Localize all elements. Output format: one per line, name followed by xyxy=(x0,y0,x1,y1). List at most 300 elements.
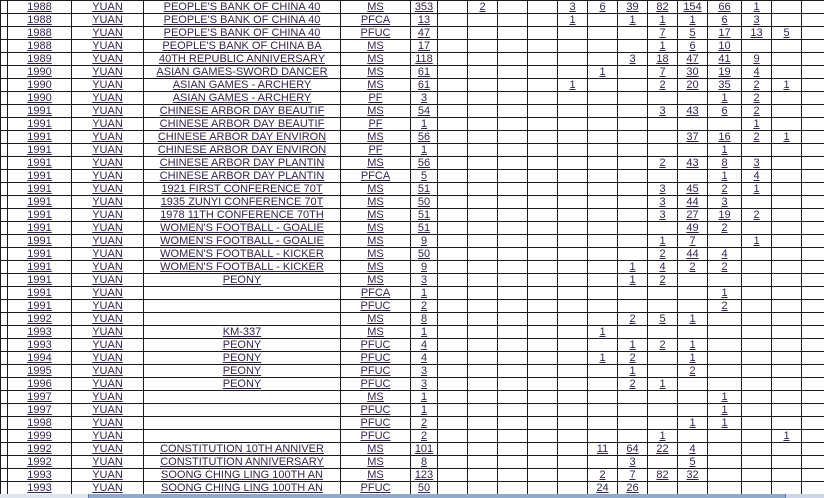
cell-grade-count[interactable]: 1 xyxy=(558,14,588,27)
cell-description[interactable]: ASIAN GAMES - ARCHERY xyxy=(144,92,341,105)
cell-total[interactable]: 17 xyxy=(411,40,438,53)
cell-total[interactable]: 2 xyxy=(411,417,438,430)
cell-grade[interactable]: MS xyxy=(341,157,411,170)
cell-grade-count[interactable]: 2 xyxy=(618,378,648,391)
cell-total[interactable]: 9 xyxy=(411,261,438,274)
cell-denomination[interactable]: YUAN xyxy=(72,209,144,222)
cell-description[interactable]: PEOPLE'S BANK OF CHINA 40 xyxy=(144,14,341,27)
cell-description[interactable]: CHINESE ARBOR DAY BEAUTIF xyxy=(144,105,341,118)
cell-grade[interactable]: PF xyxy=(341,92,411,105)
cell-grade-count[interactable]: 3 xyxy=(742,157,772,170)
cell-total[interactable]: 50 xyxy=(411,482,438,495)
cell-year[interactable]: 1991 xyxy=(8,183,72,196)
cell-denomination[interactable]: YUAN xyxy=(72,14,144,27)
cell-grade[interactable]: MS xyxy=(341,183,411,196)
cell-grade-count[interactable]: 2 xyxy=(618,313,648,326)
cell-total[interactable]: 123 xyxy=(411,469,438,482)
cell-grade-count[interactable]: 7 xyxy=(618,469,648,482)
cell-grade-count[interactable]: 5 xyxy=(648,313,678,326)
cell-year[interactable]: 1993 xyxy=(8,469,72,482)
cell-grade[interactable]: MS xyxy=(341,235,411,248)
cell-grade-count[interactable]: 2 xyxy=(648,339,678,352)
cell-description[interactable]: PEOPLE'S BANK OF CHINA BA xyxy=(144,40,341,53)
cell-grade-count[interactable]: 2 xyxy=(648,79,678,92)
cell-grade-count[interactable]: 5 xyxy=(772,27,802,40)
cell-total[interactable]: 61 xyxy=(411,79,438,92)
cell-description[interactable]: PEONY xyxy=(144,378,341,391)
cell-year[interactable]: 1988 xyxy=(8,14,72,27)
cell-grade-count[interactable]: 1 xyxy=(618,339,648,352)
cell-total[interactable]: 1 xyxy=(411,391,438,404)
cell-description[interactable]: PEOPLE'S BANK OF CHINA 40 xyxy=(144,1,341,14)
cell-year[interactable]: 1992 xyxy=(8,443,72,456)
cell-year[interactable]: 1997 xyxy=(8,391,72,404)
cell-description[interactable]: CHINESE ARBOR DAY PLANTIN xyxy=(144,157,341,170)
cell-grade[interactable]: MS xyxy=(341,248,411,261)
cell-grade[interactable]: PFUC xyxy=(341,339,411,352)
cell-denomination[interactable]: YUAN xyxy=(72,391,144,404)
cell-grade-count[interactable]: 1 xyxy=(618,14,648,27)
cell-total[interactable]: 8 xyxy=(411,456,438,469)
cell-grade-count[interactable]: 11 xyxy=(588,443,618,456)
cell-grade-count[interactable]: 2 xyxy=(648,248,678,261)
cell-total[interactable]: 5 xyxy=(411,170,438,183)
cell-grade-count[interactable]: 20 xyxy=(678,79,708,92)
cell-grade-count[interactable]: 2 xyxy=(708,300,742,313)
cell-denomination[interactable]: YUAN xyxy=(72,53,144,66)
cell-grade-count[interactable]: 2 xyxy=(742,131,772,144)
cell-grade[interactable]: PFCA xyxy=(341,170,411,183)
cell-grade[interactable]: MS xyxy=(341,131,411,144)
cell-year[interactable]: 1991 xyxy=(8,105,72,118)
cell-grade-count[interactable]: 2 xyxy=(742,79,772,92)
cell-grade-count[interactable]: 1 xyxy=(618,365,648,378)
cell-grade-count[interactable]: 1 xyxy=(708,404,742,417)
cell-grade-count[interactable]: 1 xyxy=(648,40,678,53)
cell-grade[interactable]: PFUC xyxy=(341,365,411,378)
cell-grade[interactable]: PFUC xyxy=(341,378,411,391)
cell-grade-count[interactable]: 3 xyxy=(648,196,678,209)
cell-grade-count[interactable]: 1 xyxy=(588,66,618,79)
cell-grade-count[interactable]: 1 xyxy=(678,352,708,365)
cell-grade-count[interactable]: 2 xyxy=(742,92,772,105)
cell-denomination[interactable]: YUAN xyxy=(72,417,144,430)
cell-total[interactable]: 8 xyxy=(411,313,438,326)
cell-grade-count[interactable]: 44 xyxy=(678,196,708,209)
cell-grade-count[interactable]: 2 xyxy=(648,274,678,287)
cell-denomination[interactable]: YUAN xyxy=(72,339,144,352)
cell-description[interactable]: KM-337 xyxy=(144,326,341,339)
cell-year[interactable]: 1991 xyxy=(8,261,72,274)
cell-denomination[interactable]: YUAN xyxy=(72,196,144,209)
cell-year[interactable]: 1997 xyxy=(8,404,72,417)
cell-grade-count[interactable]: 2 xyxy=(708,183,742,196)
cell-year[interactable]: 1998 xyxy=(8,417,72,430)
cell-grade[interactable]: PFUC xyxy=(341,27,411,40)
cell-grade-count[interactable]: 3 xyxy=(648,209,678,222)
cell-grade[interactable]: MS xyxy=(341,443,411,456)
cell-denomination[interactable]: YUAN xyxy=(72,469,144,482)
cell-grade-count[interactable]: 19 xyxy=(708,66,742,79)
cell-denomination[interactable]: YUAN xyxy=(72,27,144,40)
cell-year[interactable]: 1991 xyxy=(8,248,72,261)
cell-description[interactable]: 40TH REPUBLIC ANNIVERSARY xyxy=(144,53,341,66)
cell-description[interactable]: WOMEN'S FOOTBALL - KICKER xyxy=(144,261,341,274)
cell-total[interactable]: 1 xyxy=(411,326,438,339)
cell-total[interactable]: 56 xyxy=(411,157,438,170)
cell-grade-count[interactable]: 49 xyxy=(678,222,708,235)
cell-grade-count[interactable]: 4 xyxy=(708,248,742,261)
cell-grade-count xyxy=(558,482,588,495)
cell-denomination[interactable]: YUAN xyxy=(72,482,144,495)
cell-denomination[interactable]: YUAN xyxy=(72,300,144,313)
cell-grade[interactable]: MS xyxy=(341,196,411,209)
cell-grade-count[interactable]: 2 xyxy=(678,365,708,378)
cell-grade[interactable]: MS xyxy=(341,391,411,404)
cell-description[interactable]: CHINESE ARBOR DAY BEAUTIF xyxy=(144,118,341,131)
cell-description[interactable]: ASIAN GAMES - ARCHERY xyxy=(144,79,341,92)
cell-grade-count[interactable]: 9 xyxy=(742,53,772,66)
cell-grade-count[interactable]: 4 xyxy=(742,170,772,183)
cell-total[interactable]: 51 xyxy=(411,209,438,222)
cell-grade-count[interactable]: 1 xyxy=(708,417,742,430)
cell-grade-count[interactable]: 2 xyxy=(742,105,772,118)
cell-grade[interactable]: MS xyxy=(341,66,411,79)
cell-total[interactable]: 1 xyxy=(411,287,438,300)
cell-year[interactable]: 1993 xyxy=(8,326,72,339)
cell-grade-count[interactable]: 43 xyxy=(678,105,708,118)
cell-year[interactable]: 1990 xyxy=(8,79,72,92)
cell-description[interactable]: CONSTITUTION 10TH ANNIVER xyxy=(144,443,341,456)
cell-grade-count[interactable]: 1 xyxy=(588,326,618,339)
cell-total[interactable]: 13 xyxy=(411,14,438,27)
cell-grade-count[interactable]: 3 xyxy=(742,14,772,27)
cell-total[interactable]: 4 xyxy=(411,352,438,365)
cell-year[interactable]: 1993 xyxy=(8,339,72,352)
cell-grade-count[interactable]: 1 xyxy=(648,378,678,391)
cell-description[interactable]: CHINESE ARBOR DAY ENVIRON xyxy=(144,144,341,157)
cell-grade-count[interactable]: 1 xyxy=(742,118,772,131)
cell-denomination[interactable]: YUAN xyxy=(72,261,144,274)
cell-grade-count[interactable]: 1 xyxy=(772,430,802,443)
cell-grade-count[interactable]: 37 xyxy=(678,131,708,144)
cell-year[interactable]: 1992 xyxy=(8,456,72,469)
cell-year[interactable]: 1993 xyxy=(8,482,72,495)
cell-grade[interactable]: MS xyxy=(341,274,411,287)
cell-denomination[interactable]: YUAN xyxy=(72,443,144,456)
cell-description[interactable]: ASIAN GAMES-SWORD DANCER xyxy=(144,66,341,79)
cell-year[interactable]: 1988 xyxy=(8,27,72,40)
cell-year[interactable]: 1991 xyxy=(8,235,72,248)
cell-grade-count[interactable]: 82 xyxy=(648,469,678,482)
cell-grade-count[interactable]: 82 xyxy=(648,1,678,14)
cell-total[interactable]: 50 xyxy=(411,196,438,209)
cell-grade-count[interactable]: 1 xyxy=(618,274,648,287)
cell-denomination[interactable]: YUAN xyxy=(72,79,144,92)
cell-total[interactable]: 353 xyxy=(411,1,438,14)
cell-grade[interactable]: PFCA xyxy=(341,14,411,27)
cell-grade-count[interactable]: 1 xyxy=(678,313,708,326)
cell-year[interactable]: 1991 xyxy=(8,209,72,222)
cell-description[interactable]: CHINESE ARBOR DAY ENVIRON xyxy=(144,131,341,144)
cell-description[interactable]: CONSTITUTION ANNIVERSARY xyxy=(144,456,341,469)
cell-total[interactable]: 9 xyxy=(411,235,438,248)
cell-denomination[interactable]: YUAN xyxy=(72,287,144,300)
cell-denomination[interactable]: YUAN xyxy=(72,404,144,417)
cell-grade-count[interactable]: 3 xyxy=(648,105,678,118)
cell-grade-count[interactable]: 1 xyxy=(772,79,802,92)
cell-total[interactable]: 3 xyxy=(411,378,438,391)
cell-grade-count[interactable]: 1 xyxy=(742,183,772,196)
cell-year[interactable]: 1990 xyxy=(8,66,72,79)
cell-grade-count[interactable]: 1 xyxy=(708,287,742,300)
cell-grade-count[interactable]: 26 xyxy=(618,482,648,495)
cell-denomination[interactable]: YUAN xyxy=(72,170,144,183)
cell-grade[interactable]: MS xyxy=(341,261,411,274)
cell-grade-count[interactable]: 4 xyxy=(742,66,772,79)
cell-grade-count[interactable]: 3 xyxy=(618,53,648,66)
cell-total[interactable]: 54 xyxy=(411,105,438,118)
cell-grade-count[interactable]: 2 xyxy=(708,222,742,235)
cell-denomination[interactable]: YUAN xyxy=(72,131,144,144)
cell-year[interactable]: 1991 xyxy=(8,144,72,157)
cell-description[interactable]: PEONY xyxy=(144,352,341,365)
cell-year[interactable]: 1991 xyxy=(8,274,72,287)
cell-grade-count[interactable]: 17 xyxy=(708,27,742,40)
cell-grade-count[interactable]: 41 xyxy=(708,53,742,66)
cell-year[interactable]: 1996 xyxy=(8,378,72,391)
cell-grade-count[interactable]: 1 xyxy=(742,1,772,14)
cell-year[interactable]: 1989 xyxy=(8,53,72,66)
cell-grade-count[interactable]: 1 xyxy=(708,170,742,183)
cell-year[interactable]: 1991 xyxy=(8,170,72,183)
cell-denomination[interactable]: YUAN xyxy=(72,183,144,196)
cell-total[interactable]: 3 xyxy=(411,365,438,378)
cell-total[interactable]: 50 xyxy=(411,248,438,261)
cell-grade-count[interactable]: 22 xyxy=(648,443,678,456)
cell-grade[interactable]: MS xyxy=(341,209,411,222)
cell-year[interactable]: 1991 xyxy=(8,300,72,313)
cell-grade[interactable]: MS xyxy=(341,40,411,53)
cell-denomination[interactable]: YUAN xyxy=(72,378,144,391)
cell-grade-count[interactable]: 1 xyxy=(648,430,678,443)
cell-grade[interactable]: MS xyxy=(341,1,411,14)
cell-grade-count[interactable]: 27 xyxy=(678,209,708,222)
cell-grade-count[interactable]: 1 xyxy=(772,131,802,144)
cell-grade-count[interactable]: 2 xyxy=(678,261,708,274)
cell-denomination[interactable]: YUAN xyxy=(72,248,144,261)
cell-year[interactable]: 1991 xyxy=(8,118,72,131)
cell-denomination[interactable]: YUAN xyxy=(72,66,144,79)
cell-grade-count[interactable]: 3 xyxy=(708,196,742,209)
cell-grade-count[interactable]: 32 xyxy=(678,469,708,482)
cell-grade-count[interactable]: 7 xyxy=(678,235,708,248)
cell-grade-count[interactable]: 10 xyxy=(708,40,742,53)
cell-description[interactable]: 1978 11TH CONFERENCE 70TH xyxy=(144,209,341,222)
cell-grade[interactable]: MS xyxy=(341,222,411,235)
cell-grade[interactable]: MS xyxy=(341,456,411,469)
cell-grade[interactable]: MS xyxy=(341,469,411,482)
cell-denomination[interactable]: YUAN xyxy=(72,105,144,118)
cell-description[interactable]: CHINESE ARBOR DAY PLANTIN xyxy=(144,170,341,183)
cell-total[interactable]: 1 xyxy=(411,144,438,157)
cell-grade-count[interactable]: 1 xyxy=(678,14,708,27)
cell-grade[interactable]: PFCA xyxy=(341,287,411,300)
cell-grade-count[interactable]: 7 xyxy=(648,27,678,40)
cell-grade-count[interactable]: 5 xyxy=(678,456,708,469)
cell-denomination[interactable]: YUAN xyxy=(72,274,144,287)
cell-year[interactable]: 1988 xyxy=(8,40,72,53)
cell-year[interactable]: 1992 xyxy=(8,313,72,326)
cell-grade-count[interactable]: 66 xyxy=(708,1,742,14)
cell-grade-count[interactable]: 2 xyxy=(742,209,772,222)
cell-total[interactable]: 4 xyxy=(411,339,438,352)
cell-denomination[interactable]: YUAN xyxy=(72,40,144,53)
cell-grade-count[interactable]: 3 xyxy=(648,183,678,196)
cell-grade[interactable]: MS xyxy=(341,105,411,118)
cell-denomination[interactable]: YUAN xyxy=(72,1,144,14)
cell-grade-count[interactable]: 6 xyxy=(708,105,742,118)
cell-denomination[interactable]: YUAN xyxy=(72,365,144,378)
cell-grade-count[interactable]: 16 xyxy=(708,131,742,144)
cell-grade-count[interactable]: 1 xyxy=(708,391,742,404)
cell-grade[interactable]: MS xyxy=(341,79,411,92)
cell-total[interactable]: 101 xyxy=(411,443,438,456)
cell-year[interactable]: 1991 xyxy=(8,196,72,209)
cell-year[interactable]: 1994 xyxy=(8,352,72,365)
cell-year[interactable]: 1988 xyxy=(8,1,72,14)
cell-total[interactable]: 3 xyxy=(411,92,438,105)
cell-denomination[interactable]: YUAN xyxy=(72,235,144,248)
cell-grade-count[interactable]: 4 xyxy=(678,443,708,456)
cell-total[interactable]: 2 xyxy=(411,300,438,313)
cell-grade-count[interactable]: 2 xyxy=(708,261,742,274)
cell-description[interactable]: SOONG CHING LING 100TH AN xyxy=(144,469,341,482)
cell-grade-count[interactable]: 13 xyxy=(742,27,772,40)
cell-grade-count xyxy=(498,40,528,53)
cell-year[interactable]: 1991 xyxy=(8,131,72,144)
cell-grade-count[interactable]: 1 xyxy=(708,144,742,157)
cell-grade-count[interactable]: 44 xyxy=(678,248,708,261)
cell-grade-count[interactable]: 154 xyxy=(678,1,708,14)
cell-grade-count[interactable]: 6 xyxy=(708,14,742,27)
cell-grade-count[interactable]: 30 xyxy=(678,66,708,79)
cell-grade[interactable]: MS xyxy=(341,326,411,339)
cell-grade[interactable]: PFUC xyxy=(341,352,411,365)
cell-grade-count[interactable]: 7 xyxy=(648,66,678,79)
cell-grade-count[interactable]: 1 xyxy=(618,261,648,274)
cell-total[interactable]: 61 xyxy=(411,66,438,79)
cell-grade-count[interactable]: 18 xyxy=(648,53,678,66)
cell-denomination[interactable]: YUAN xyxy=(72,313,144,326)
cell-grade-count[interactable]: 24 xyxy=(588,482,618,495)
cell-grade-count[interactable]: 39 xyxy=(618,1,648,14)
cell-denomination[interactable]: YUAN xyxy=(72,92,144,105)
cell-grade-count[interactable]: 8 xyxy=(708,157,742,170)
cell-grade[interactable]: PFUC xyxy=(341,482,411,495)
cell-year[interactable]: 1991 xyxy=(8,157,72,170)
cell-grade-count[interactable]: 19 xyxy=(708,209,742,222)
cell-total[interactable]: 1 xyxy=(411,404,438,417)
cell-total[interactable]: 1 xyxy=(411,118,438,131)
cell-grade-count[interactable]: 1 xyxy=(558,79,588,92)
cell-year[interactable]: 1991 xyxy=(8,222,72,235)
cell-grade[interactable]: PFUC xyxy=(341,430,411,443)
cell-grade-count[interactable]: 1 xyxy=(678,339,708,352)
cell-grade-count[interactable]: 6 xyxy=(678,40,708,53)
cell-grade[interactable]: PFUC xyxy=(341,404,411,417)
cell-total[interactable]: 56 xyxy=(411,131,438,144)
cell-grade-count[interactable]: 3 xyxy=(558,1,588,14)
cell-denomination[interactable]: YUAN xyxy=(72,157,144,170)
cell-denomination[interactable]: YUAN xyxy=(72,144,144,157)
cell-description[interactable]: 1935 ZUNYI CONFERENCE 70T xyxy=(144,196,341,209)
cell-description[interactable]: WOMEN'S FOOTBALL - GOALIE xyxy=(144,222,341,235)
cell-denomination[interactable]: YUAN xyxy=(72,352,144,365)
cell-grade-count[interactable]: 2 xyxy=(468,1,498,14)
cell-grade-count[interactable]: 6 xyxy=(588,1,618,14)
cell-total[interactable]: 47 xyxy=(411,27,438,40)
cell-description[interactable]: 1921 FIRST CONFERENCE 70T xyxy=(144,183,341,196)
cell-denomination[interactable]: YUAN xyxy=(72,222,144,235)
cell-grade-count[interactable]: 1 xyxy=(742,235,772,248)
cell-description[interactable]: WOMEN'S FOOTBALL - GOALIE xyxy=(144,235,341,248)
cell-grade-count[interactable]: 2 xyxy=(618,352,648,365)
cell-grade[interactable]: PFUC xyxy=(341,417,411,430)
cell-grade-count[interactable]: 1 xyxy=(708,92,742,105)
cell-description[interactable]: PEOPLE'S BANK OF CHINA 40 xyxy=(144,27,341,40)
cell-description[interactable]: PEONY xyxy=(144,274,341,287)
cell-grade-count[interactable]: 4 xyxy=(648,261,678,274)
cell-description[interactable]: SOONG CHING LING 100TH AN xyxy=(144,482,341,495)
cell-grade-count[interactable]: 43 xyxy=(678,157,708,170)
cell-grade-count[interactable]: 3 xyxy=(618,456,648,469)
cell-grade-count[interactable]: 35 xyxy=(708,79,742,92)
cell-denomination[interactable]: YUAN xyxy=(72,118,144,131)
cell-grade-count[interactable]: 45 xyxy=(678,183,708,196)
cell-total[interactable]: 118 xyxy=(411,53,438,66)
cell-grade-count[interactable]: 64 xyxy=(618,443,648,456)
cell-description[interactable]: WOMEN'S FOOTBALL - KICKER xyxy=(144,248,341,261)
cell-grade-count[interactable]: 47 xyxy=(678,53,708,66)
cell-year[interactable]: 1990 xyxy=(8,92,72,105)
cell-grade[interactable]: MS xyxy=(341,313,411,326)
cell-year[interactable]: 1991 xyxy=(8,287,72,300)
cell-grade[interactable]: MS xyxy=(341,53,411,66)
cell-total[interactable]: 51 xyxy=(411,222,438,235)
cell-year[interactable]: 1995 xyxy=(8,365,72,378)
cell-description[interactable]: PEONY xyxy=(144,339,341,352)
cell-grade[interactable]: PF xyxy=(341,144,411,157)
cell-grade-count[interactable]: 5 xyxy=(678,27,708,40)
cell-total[interactable]: 51 xyxy=(411,183,438,196)
cell-grade[interactable]: PFUC xyxy=(341,300,411,313)
cell-grade-count[interactable]: 1 xyxy=(588,352,618,365)
cell-grade-count[interactable]: 2 xyxy=(648,157,678,170)
cell-year[interactable]: 1999 xyxy=(8,430,72,443)
cell-grade-count[interactable]: 1 xyxy=(678,417,708,430)
cell-total[interactable]: 3 xyxy=(411,274,438,287)
cell-grade[interactable]: PF xyxy=(341,118,411,131)
cell-denomination[interactable]: YUAN xyxy=(72,430,144,443)
cell-denomination[interactable]: YUAN xyxy=(72,326,144,339)
cell-grade-count[interactable]: 1 xyxy=(648,14,678,27)
cell-denomination[interactable]: YUAN xyxy=(72,456,144,469)
cell-grade-count[interactable]: 2 xyxy=(588,469,618,482)
cell-grade-count[interactable]: 1 xyxy=(648,235,678,248)
cell-total[interactable]: 2 xyxy=(411,430,438,443)
cell-description[interactable]: PEONY xyxy=(144,365,341,378)
